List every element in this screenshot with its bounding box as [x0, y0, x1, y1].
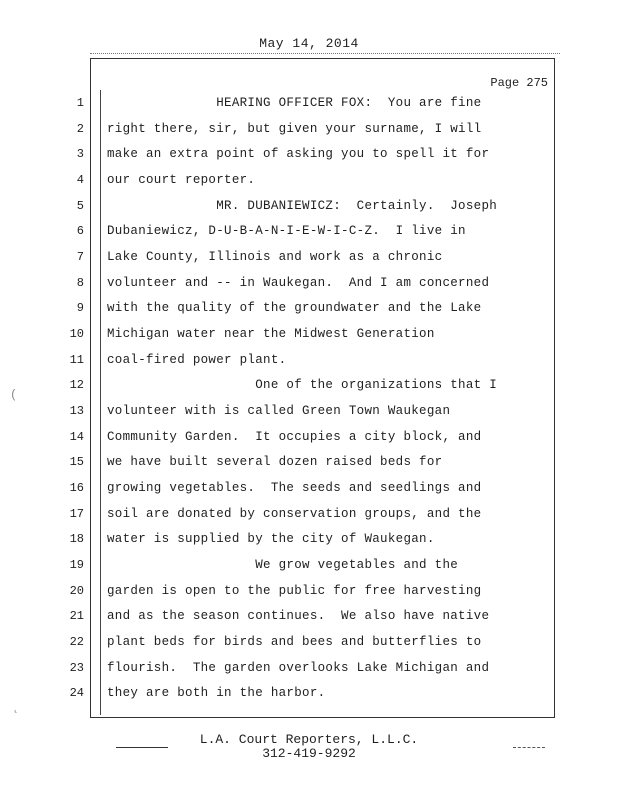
line-number: 23 — [69, 661, 84, 675]
line-number: 14 — [69, 430, 84, 444]
transcript-line: Dubaniewicz, D-U-B-A-N-I-E-W-I-C-Z. I live in — [107, 224, 466, 238]
line-number: 17 — [69, 507, 84, 521]
transcript-line: Michigan water near the Midwest Generation — [107, 327, 435, 341]
line-number: 7 — [76, 250, 84, 264]
transcript-line: coal-fired power plant. — [107, 353, 287, 367]
footer — [0, 733, 618, 761]
transcript-line: volunteer with is called Green Town Waukegan — [107, 404, 451, 418]
line-number: 22 — [69, 635, 84, 649]
line-number: 5 — [76, 199, 84, 213]
transcript-line: right there, sir, but given your surname, I will — [107, 122, 482, 136]
transcript-line: plant beds for birds and bees and butterflies to — [107, 635, 482, 649]
frame-top-border-dots — [90, 53, 560, 54]
transcript-line: soil are donated by conservation groups, and the — [107, 507, 482, 521]
transcript-line: growing vegetables. The seeds and seedlings and — [107, 481, 482, 495]
line-number: 9 — [76, 301, 84, 315]
line-number: 4 — [76, 173, 84, 187]
transcript-line: with the quality of the groundwater and the Lake — [107, 301, 482, 315]
transcript-line: our court reporter. — [107, 173, 256, 187]
transcript-line: and as the season continues. We also have native — [107, 609, 490, 623]
transcript-line: make an extra point of asking you to spell it for — [107, 147, 490, 161]
line-number: 18 — [69, 532, 84, 546]
footer-company: L.A. Court Reporters, L.L.C. — [199, 732, 419, 747]
line-number: 13 — [69, 404, 84, 418]
line-number: 24 — [69, 686, 84, 700]
line-number: 3 — [76, 147, 84, 161]
scan-speck: ( — [10, 388, 18, 402]
line-number: 6 — [76, 224, 84, 238]
line-number: 21 — [69, 609, 84, 623]
page-number: Page 275 — [490, 76, 548, 90]
transcript-line: We grow vegetables and the — [107, 558, 459, 572]
margin-rule — [100, 90, 101, 715]
line-number: 8 — [76, 276, 84, 290]
transcript-line: volunteer and -- in Waukegan. And I am concerned — [107, 276, 490, 290]
transcript-line: MR. DUBANIEWICZ: Certainly. Joseph — [107, 199, 498, 213]
transcript-line: One of the organizations that I — [107, 378, 498, 392]
footer-phone: 312-419-9292 — [262, 746, 356, 761]
header-date: May 14, 2014 — [259, 36, 359, 51]
line-number: 12 — [69, 378, 84, 392]
line-number: 20 — [69, 584, 84, 598]
transcript-line: they are both in the harbor. — [107, 686, 326, 700]
line-number: 16 — [69, 481, 84, 495]
transcript-line: water is supplied by the city of Waukegan. — [107, 532, 435, 546]
line-number: 15 — [69, 455, 84, 469]
transcript-line: flourish. The garden overlooks Lake Michigan and — [107, 661, 490, 675]
transcript-line: Lake County, Illinois and work as a chronic — [107, 250, 443, 264]
scan-speck: ˛ — [12, 700, 20, 714]
line-number: 19 — [69, 558, 84, 572]
transcript-line: Community Garden. It occupies a city block, and — [107, 430, 482, 444]
line-number: 10 — [69, 327, 84, 341]
line-number: 1 — [76, 96, 84, 110]
line-number: 11 — [69, 353, 84, 367]
transcript-line: we have built several dozen raised beds for — [107, 455, 443, 469]
line-number: 2 — [76, 122, 84, 136]
transcript-line: garden is open to the public for free harvesting — [107, 584, 482, 598]
transcript-line: HEARING OFFICER FOX: You are fine — [107, 96, 482, 110]
